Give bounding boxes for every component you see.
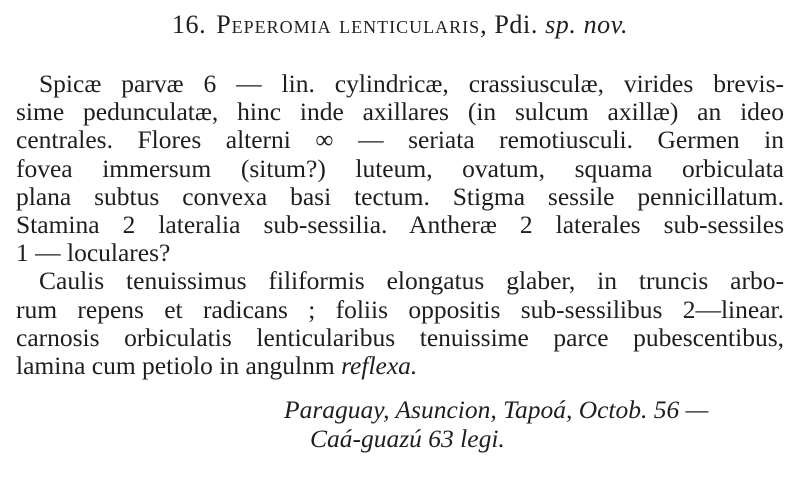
text-line: plana subtus convexa basi tectum. Stigma sessile pennicillatum. <box>16 181 784 211</box>
text-line: rum repens et radicans ; foliis oppositis sub-sessilibus 2—linear. <box>16 294 784 324</box>
locality-line-2: Caá-guazú 63 legi. <box>310 424 505 453</box>
text-line-italic: reflexa. <box>341 350 418 380</box>
text-line: 1 — loculares? <box>16 238 171 268</box>
locality-line-1: Paraguay, Asuncion, Tapoá, Octob. 56 — <box>284 395 709 424</box>
species-status: sp. nov. <box>545 10 629 39</box>
text-line: sime pedunculatæ, hinc inde axillares (in sulcum axillæ) an ideo <box>16 97 784 127</box>
text-line: Caulis tenuissimus filiformis elongatus glaber, in truncis arbo- <box>39 266 784 296</box>
species-number: 16. <box>171 10 207 39</box>
species-name: Peperomia lenticularis <box>216 10 481 39</box>
text-line: carnosis orbiculatis lenticularibus tenuissime parce pubescentibus, <box>16 322 784 352</box>
text-line: fovea immersum (situm?) luteum, ovatum, squama orbiculata <box>16 153 784 183</box>
locality-citation <box>284 395 708 453</box>
species-author: , Pdi. <box>480 10 538 39</box>
text-line: Spicæ parvæ 6 — lin. cylindricæ, crassiusculæ, virides brevis- <box>39 69 784 98</box>
text-line: Stamina 2 lateralia sub-sessilia. Antheræ 2 laterales sub-sessiles <box>16 209 784 239</box>
description-body <box>16 70 784 380</box>
species-heading <box>0 10 800 40</box>
text-line-plain: lamina cum petiolo in angulnm <box>16 350 342 380</box>
text-line-last <box>16 352 784 380</box>
text-line: centrales. Flores alterni ∞ — seriata remotiusculi. Germen in <box>16 125 784 155</box>
